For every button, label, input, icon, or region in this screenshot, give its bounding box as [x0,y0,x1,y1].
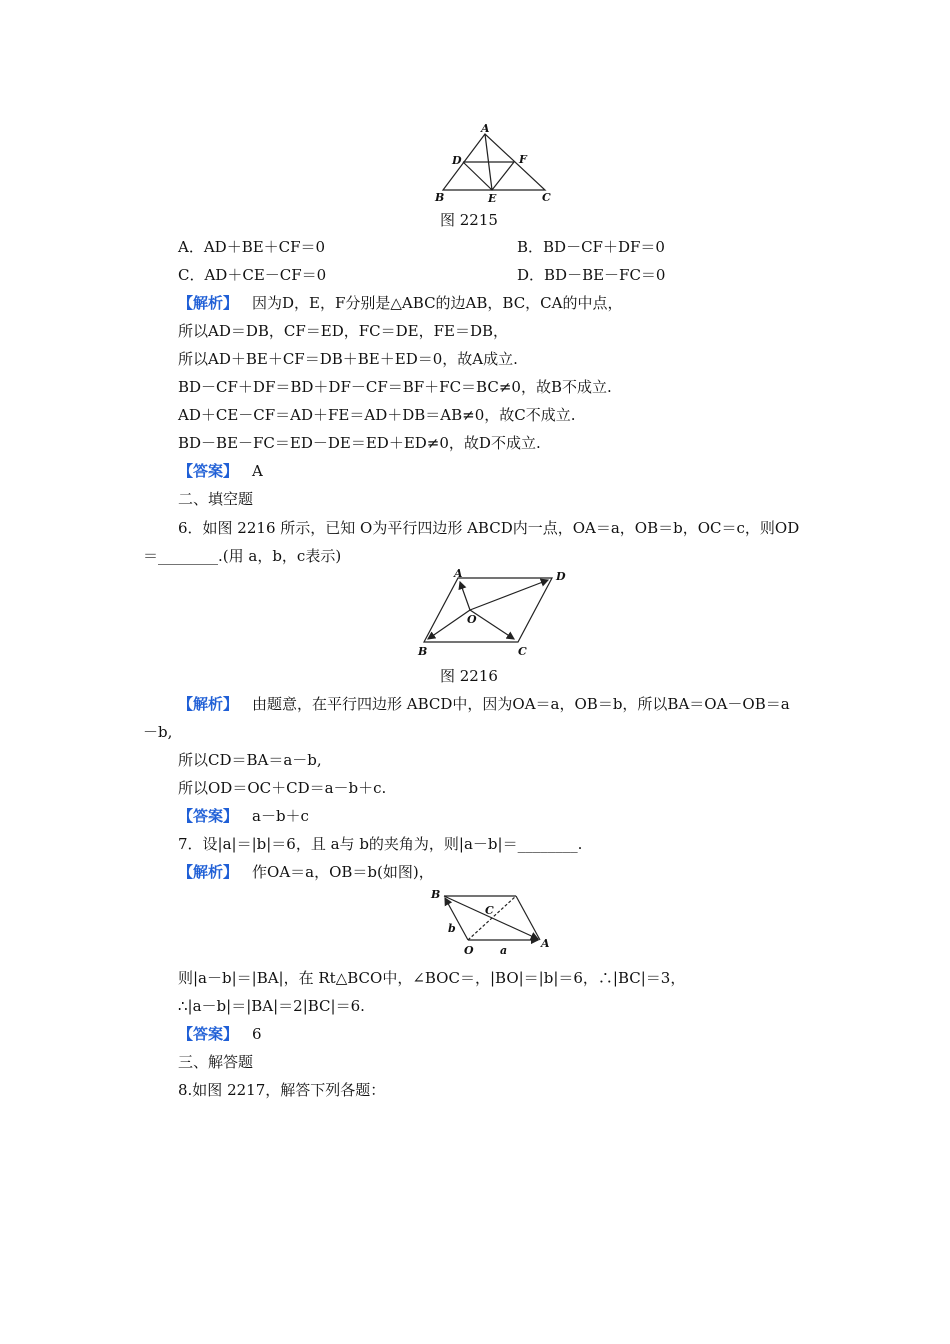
vector-oc [470,610,514,639]
q5-analysis-line-5: AD＋CE－CF＝AD＋FE＝AD＋DB＝AB≠0，故C不成立. [178,406,576,424]
q7-stem: 7．设|a|＝|b|＝6，且 a与 b的夹角为，则|a－b|＝________. [178,835,583,853]
q6-analysis-line-4: 所以OD＝OC＋CD＝a－b＋c. [178,779,387,797]
parallelogram-abcd [424,578,552,642]
label-c: C [542,191,551,204]
q5-analysis-line-2: 所以AD＝DB，CF＝ED，FC＝DE，FE＝DB， [178,322,509,340]
label-a: A [541,937,550,950]
answer-tag: 【答案】 [178,462,239,480]
q5-analysis-line-3: 所以AD＋BE＋CF＝DB＋BE＋ED＝0，故A成立. [178,350,518,368]
q7-answer: 【答案】 6 [178,1025,262,1043]
diagonal-oc [468,896,516,940]
option-a: A．AD＋BE＋CF＝0 [178,238,326,256]
option-b: B．BD－CF＋DF＝0 [517,238,665,256]
label-a: A [454,568,463,580]
q6-stem-line-1: 6．如图 2216 所示，已知 O为平行四边形 ABCD内一点，OA＝a，OB＝b，OC＝c，则OD [178,519,800,537]
q8-stem: 8.如图 2217，解答下列各题： [178,1081,386,1099]
figure-2216 [414,568,574,660]
label-d: D [452,154,462,167]
q7-analysis-line-2: 则|a－b|＝|BA|，在 Rt△BCO中，∠BOC＝，|BO|＝|b|＝6，∴|BC|＝3， [178,969,686,987]
q5-answer: 【答案】 A [178,462,263,480]
answer-tag: 【答案】 [178,807,239,825]
analysis-tag: 【解析】 [178,294,239,312]
label-f: F [519,153,527,166]
figure-2216-caption: 图 2216 [440,667,498,685]
q5-analysis-line-1: 【解析】 因为D，E，F分别是△ABC的边AB，BC，CA的中点， [178,294,623,312]
label-c: C [485,904,494,917]
q6-stem-line-2: ＝________.(用 a，b，c表示) [143,547,342,565]
vector-ba [444,896,538,939]
q7-analysis-line-1: 【解析】 作OA＝a，OB＝b(如图)， [178,863,434,881]
label-vec-a: a [500,944,508,957]
line-right [516,896,540,940]
vector-ob [428,610,470,639]
label-o: O [467,613,477,626]
label-d: D [556,570,566,583]
figure-2215-caption: 图 2215 [440,211,498,229]
option-d: D．BD－BE－FC＝0 [517,266,666,284]
vector-oa [460,582,470,610]
label-o: O [464,944,474,957]
q7-analysis-line-3: ∴|a－b|＝|BA|＝2|BC|＝6. [178,997,365,1015]
section-2-heading: 二、填空题 [178,490,254,508]
label-b: B [418,645,428,658]
q6-analysis-line-2: －b, [143,723,173,741]
q6-answer: 【答案】 a－b＋c [178,807,309,825]
figure-q7 [428,884,558,960]
vector-od [470,580,548,610]
label-a: A [481,122,490,135]
analysis-tag: 【解析】 [178,863,239,881]
figure-2215 [430,122,560,206]
label-vec-b: b [448,922,456,935]
analysis-tag: 【解析】 [178,695,239,713]
answer-tag: 【答案】 [178,1025,239,1043]
option-c: C．AD＋CE－CF＝0 [178,266,327,284]
q5-analysis-line-6: BD－BE－FC＝ED－DE＝ED＋ED≠0，故D不成立. [178,434,541,452]
q5-analysis-line-4: BD－CF＋DF＝BD＋DF－CF＝BF＋FC＝BC≠0，故B不成立. [178,378,612,396]
label-c: C [518,645,527,658]
label-e: E [488,192,497,205]
q6-analysis-line-3: 所以CD＝BA＝a－b, [178,751,322,769]
q6-analysis-line-1: 【解析】 由题意，在平行四边形 ABCD中，因为OA＝a，OB＝b，所以BA＝OA－OB＝a [178,695,790,713]
label-b: B [431,888,441,901]
section-3-heading: 三、解答题 [178,1053,254,1071]
label-b: B [435,191,445,204]
